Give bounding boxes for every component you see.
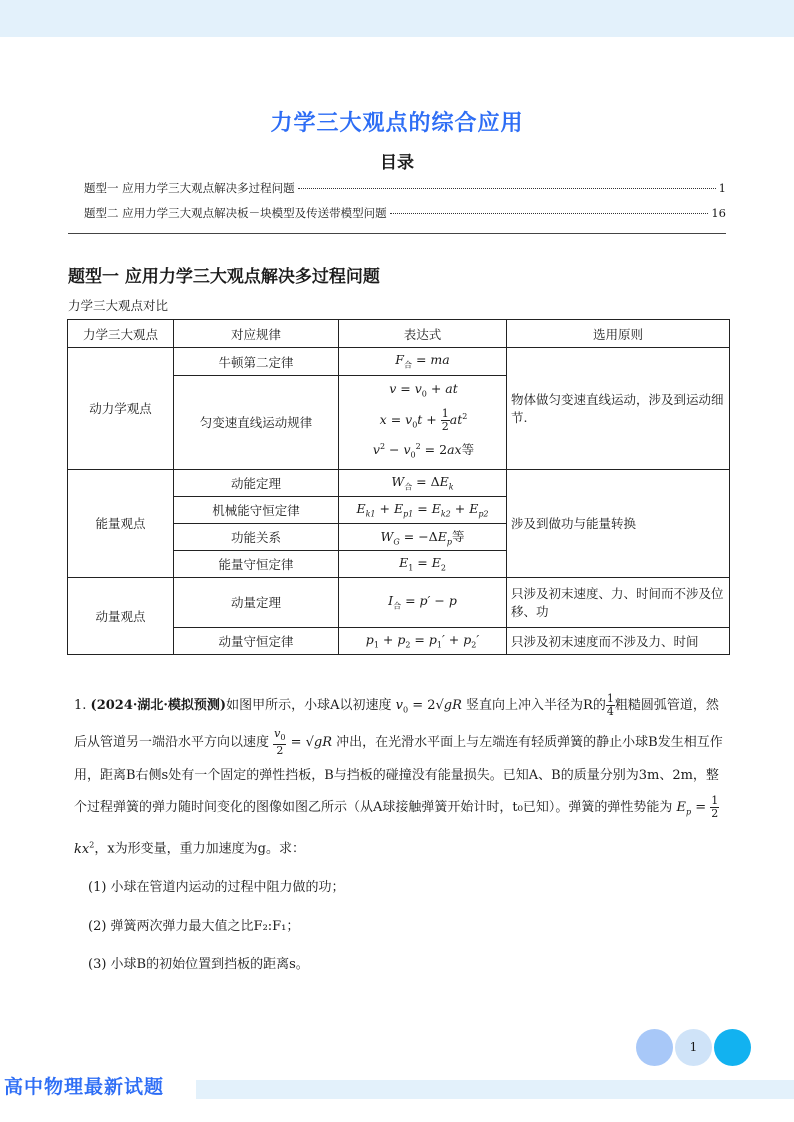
viewpoint-cell: 能量观点 — [68, 469, 174, 577]
problem-1 — [74, 690, 724, 982]
expression-kinematics: $v = v_0$ + at $x = v_0t$ + $\frac{1}{2}$ $at^2$ $v^2 - v_0^2 = 2ax$等 — [339, 376, 507, 470]
expression-momentum-conservation: $p_1 + p_2 = p_1' + p_2'$ — [339, 627, 507, 654]
law-cell: 动量定理 — [174, 577, 339, 627]
expression-newton: $F_合$ = ma — [339, 348, 507, 376]
viewpoint-cell: 动力学观点 — [68, 348, 174, 470]
problem-stem — [74, 690, 724, 866]
fraction-quarter: $\frac{1}{4}$ — [606, 692, 614, 718]
expression-work-energy: $W_G = -\Delta E_p$等 — [339, 523, 507, 550]
header-band — [0, 0, 794, 37]
principle-cell: 涉及到做功与能量转换 — [507, 469, 730, 577]
indicator-dot — [714, 1029, 751, 1066]
section-title: 题型一 应用力学三大观点解决多过程问题 — [68, 267, 380, 287]
page-number: 1 — [689, 1040, 698, 1054]
toc-item-page: 16 — [711, 206, 726, 220]
law-cell: 机械能守恒定律 — [174, 496, 339, 523]
table-header-row — [68, 320, 730, 348]
question-3: (3) 小球B的初始位置到挡板的距离s。 — [88, 957, 309, 973]
expression-mechanical-energy: $E_{k1} + E_{p1} = E_{k2} + E_{p2}$ — [339, 496, 507, 523]
toc-leader — [298, 188, 716, 189]
toc-item-label: 题型二 应用力学三大观点解决板－块模型及传送带模型问题 — [84, 206, 387, 220]
table-row — [68, 348, 730, 376]
question-2: (2) 弹簧两次弹力最大值之比F₂:F₁； — [88, 918, 300, 934]
problem-number: 1. — [74, 698, 87, 713]
expression-suffix: 等 — [451, 529, 465, 545]
table-row — [68, 469, 730, 496]
toc-item-page: 1 — [718, 181, 726, 195]
brand-logo-text: 高中物理最新试题 — [4, 1076, 165, 1098]
table-header: 选用原则 — [507, 320, 730, 348]
problem-text: 竖直向上冲入半径为R的 — [466, 698, 606, 713]
toc-heading: 目录 — [380, 153, 414, 173]
law-cell: 动量守恒定律 — [174, 627, 339, 654]
table-of-contents — [84, 180, 726, 230]
indicator-dot — [636, 1029, 673, 1066]
question-1: (1) 小球在管道内运动的过程中阻力做的功； — [88, 880, 345, 896]
problem-text: 冲出，在光滑水平面上与左端连有轻质弹簧的静止小球B发生相互作用，距离B右侧s处有一个固定的弹性挡板，B与挡板的碰撞没有能量损失。已知A、B的质量分别为3m、2m，整个过程弹簧的弹力随时间变化的图像如图乙所示（从A球接触弹簧开始计时，t₀已知）。弹簧的弹性势能为 — [74, 735, 723, 816]
expression-energy-conservation: $E_1 = E_2$ — [339, 550, 507, 577]
table-caption: 力学三大观点对比 — [68, 298, 169, 313]
toc-item-2[interactable] — [84, 205, 726, 230]
problem-text: 如图甲所示，小球A以初速度 — [226, 698, 392, 713]
viewpoint-cell: 动量观点 — [68, 577, 174, 654]
law-cell: 动能定理 — [174, 469, 339, 496]
toc-leader — [390, 213, 709, 214]
law-cell: 功能关系 — [174, 523, 339, 550]
table-header: 表达式 — [339, 320, 507, 348]
problem-text: 粗糙圆弧管道，然后从管道另一端沿水平方向以速度 — [74, 698, 719, 751]
document-title: 力学三大观点的综合应用 — [270, 111, 524, 136]
principle-cell: 只涉及初末速度而不涉及力、时间 — [507, 627, 730, 654]
problem-source: (2024·湖北·模拟预测) — [90, 698, 227, 713]
comparison-table — [67, 319, 730, 655]
formula-exit-speed: $\frac{v_0}{2}$ = √gR — [274, 727, 337, 758]
table-header: 对应规律 — [174, 320, 339, 348]
expression-impulse: $I_合 = p' - p$ — [339, 577, 507, 627]
page-indicator — [636, 1029, 751, 1066]
principle-cell: 只涉及初末速度、力、时间而不涉及位移、功 — [507, 577, 730, 627]
problem-text: ，x为形变量，重力加速度为g。求： — [94, 841, 305, 857]
toc-item-label: 题型一 应用力学三大观点解决多过程问题 — [84, 181, 295, 195]
formula-spring-energy: $E_p$ = $\frac{1}{2}$ $kx^2$ — [74, 794, 719, 857]
expression-suffix: 等 — [461, 442, 475, 458]
law-cell: 能量守恒定律 — [174, 550, 339, 577]
table-header: 力学三大观点 — [68, 320, 174, 348]
formula-v0: $v_0 = 2√gR$ — [391, 698, 467, 715]
law-cell: 匀变速直线运动规律 — [174, 376, 339, 470]
toc-divider — [68, 233, 726, 234]
law-cell: 牛顿第二定律 — [174, 348, 339, 376]
table-row — [68, 577, 730, 627]
toc-item-1[interactable] — [84, 180, 726, 205]
footer-band — [196, 1080, 794, 1099]
expression-kinetic-theorem: $W_合 = \Delta E_k$ — [339, 469, 507, 496]
principle-cell: 物体做匀变速直线运动，涉及到运动细节. — [507, 348, 730, 470]
